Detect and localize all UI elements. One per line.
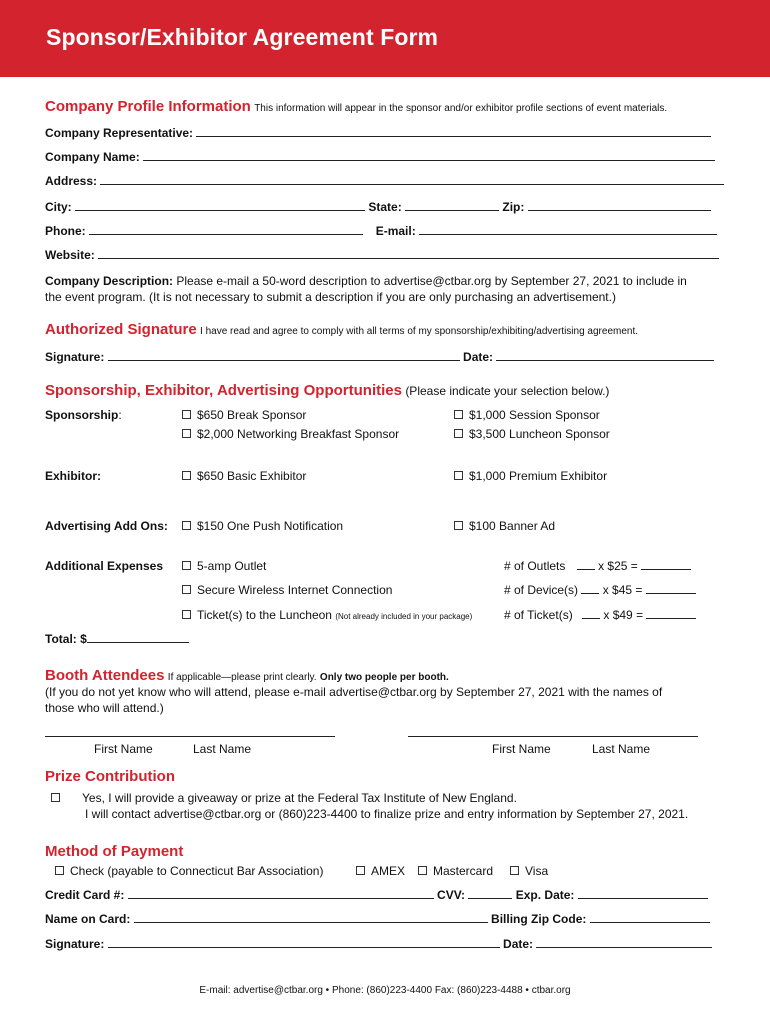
city-field[interactable] xyxy=(75,200,365,211)
billing-zip-label: Billing Zip Code: xyxy=(491,912,587,926)
booth-note-bold: Only two people per booth. xyxy=(319,672,449,683)
sponsorship-colon: : xyxy=(118,408,122,422)
payment-signature-row xyxy=(45,937,712,951)
checkbox[interactable] xyxy=(182,610,191,619)
total-field[interactable] xyxy=(87,632,189,643)
website-row xyxy=(45,248,719,262)
sponsorship-option[interactable] xyxy=(182,427,399,441)
payment-option-label: AMEX xyxy=(371,864,406,878)
signature-note: I have read and agree to comply with all terms of my sponsorship/exhibiting/advertising agreement. xyxy=(200,326,639,337)
additional-expenses-label: Additional Expenses xyxy=(45,559,164,573)
sponsorship-option-label: $650 Break Sponsor xyxy=(197,408,307,422)
checkbox[interactable] xyxy=(55,866,64,875)
checkbox[interactable] xyxy=(182,585,191,594)
additional-qty-row xyxy=(504,583,696,597)
sponsorship-option-label: $3,500 Luncheon Sponsor xyxy=(469,427,610,441)
checkbox[interactable] xyxy=(51,793,60,802)
name-on-card-row xyxy=(45,912,710,926)
checkbox[interactable] xyxy=(182,521,191,530)
payment-option-amex[interactable] xyxy=(356,864,405,878)
company-rep-row xyxy=(45,126,711,140)
payment-option-check[interactable] xyxy=(55,864,323,878)
payment-signature-field[interactable] xyxy=(108,937,500,948)
profile-note: This information will appear in the sponsor and/or exhibitor profile sections of event materials. xyxy=(254,103,668,114)
checkbox[interactable] xyxy=(454,471,463,480)
signature-row xyxy=(45,350,714,364)
credit-card-row xyxy=(45,888,708,902)
payment-option-label: Check (payable to Connecticut Bar Association) xyxy=(70,864,324,878)
website-field[interactable] xyxy=(98,248,719,259)
prize-line-1: Yes, I will provide a giveaway or prize at the Federal Tax Institute of New England. xyxy=(82,791,517,805)
exp-date-label: Exp. Date: xyxy=(515,888,575,902)
address-label: Address: xyxy=(45,174,98,188)
exhibitor-option-label: $650 Basic Exhibitor xyxy=(197,469,307,483)
sponsorship-option-label: $1,000 Session Sponsor xyxy=(469,408,600,422)
additional-option-label: Ticket(s) to the Luncheon xyxy=(197,608,332,622)
city-label: City: xyxy=(45,200,72,214)
checkbox[interactable] xyxy=(510,866,519,875)
profile-title: Company Profile Information xyxy=(45,98,251,115)
city-row xyxy=(45,200,711,214)
company-description-text: Please e-mail a 50-word description to advertise@ctbar.org by September 27, 2021 to include in xyxy=(176,274,687,288)
opportunities-title: Sponsorship, Exhibitor, Advertising Opportunities xyxy=(45,382,402,399)
attendee-2-last-name-label: Last Name xyxy=(592,742,651,756)
amount-field[interactable] xyxy=(641,559,691,570)
signature-section-heading xyxy=(45,321,638,338)
name-on-card-label: Name on Card: xyxy=(45,912,131,926)
booth-title: Booth Attendees xyxy=(45,667,165,684)
signature-label: Signature: xyxy=(45,350,105,364)
credit-card-label: Credit Card #: xyxy=(45,888,125,902)
company-rep-field[interactable] xyxy=(196,126,711,137)
payment-date-label: Date: xyxy=(503,937,534,951)
checkbox[interactable] xyxy=(454,521,463,530)
attendee-1-field[interactable] xyxy=(45,726,335,737)
checkbox[interactable] xyxy=(454,429,463,438)
address-field[interactable] xyxy=(100,174,724,185)
attendee-2-field[interactable] xyxy=(408,726,698,737)
checkbox[interactable] xyxy=(356,866,365,875)
advertising-label: Advertising Add Ons: xyxy=(45,519,168,533)
opportunities-note: (Please indicate your selection below.) xyxy=(405,384,610,398)
footer-contact: E-mail: advertise@ctbar.org • Phone: (860)223-4400 Fax: (860)223-4488 • ctbar.org xyxy=(199,985,571,996)
checkbox[interactable] xyxy=(418,866,427,875)
company-description-row xyxy=(45,274,687,288)
cvv-field[interactable] xyxy=(468,888,512,899)
address-row xyxy=(45,174,724,188)
checkbox[interactable] xyxy=(182,410,191,419)
payment-section-heading xyxy=(45,843,183,860)
qty-field[interactable] xyxy=(581,583,599,594)
additional-option-label: Secure Wireless Internet Connection xyxy=(197,583,393,597)
booth-instructions: (If you do not yet know who will attend, please e-mail advertise@ctbar.org by September 27, 2021 with the names of xyxy=(45,685,663,699)
company-name-row xyxy=(45,150,715,164)
cvv-label: CVV: xyxy=(437,888,466,902)
sponsorship-option[interactable] xyxy=(182,408,306,422)
advertising-option[interactable] xyxy=(182,519,343,533)
checkbox[interactable] xyxy=(182,561,191,570)
exhibitor-label: Exhibitor: xyxy=(45,469,101,483)
company-name-field[interactable] xyxy=(143,150,715,161)
qty-field[interactable] xyxy=(577,559,595,570)
company-rep-label: Company Representative: xyxy=(45,126,194,140)
checkbox[interactable] xyxy=(454,410,463,419)
phone-field[interactable] xyxy=(89,224,363,235)
phone-row xyxy=(45,224,717,238)
total-label: Total: $ xyxy=(45,632,87,646)
advertising-option-label: $100 Banner Ad xyxy=(469,519,556,533)
attendee-2-first-name-label: First Name xyxy=(492,742,551,756)
zip-label: Zip: xyxy=(502,200,525,214)
company-name-label: Company Name: xyxy=(45,150,140,164)
prize-checkbox[interactable] xyxy=(51,791,66,805)
prize-section-heading xyxy=(45,768,175,785)
amount-field[interactable] xyxy=(646,608,696,619)
payment-signature-label: Signature: xyxy=(45,937,105,951)
additional-option-note: (Not already included in your package) xyxy=(335,612,473,621)
profile-section-heading xyxy=(45,98,667,115)
advertising-option[interactable] xyxy=(454,519,555,533)
additional-qty-row xyxy=(504,559,691,573)
phone-label: Phone: xyxy=(45,224,86,238)
amount-field[interactable] xyxy=(646,583,696,594)
sponsorship-option[interactable] xyxy=(454,408,600,422)
payment-option-visa[interactable] xyxy=(510,864,548,878)
state-label: State: xyxy=(368,200,402,214)
booth-note: If applicable—please print clearly. xyxy=(167,672,317,683)
payment-option-label: Visa xyxy=(525,864,549,878)
qty-label: # of Ticket(s) xyxy=(504,608,573,622)
additional-option-label: 5-amp Outlet xyxy=(197,559,267,573)
exp-date-field[interactable] xyxy=(578,888,708,899)
booth-section-heading xyxy=(45,667,449,684)
state-field[interactable] xyxy=(405,200,499,211)
opportunities-section-heading xyxy=(45,382,609,399)
signature-title: Authorized Signature xyxy=(45,321,197,338)
advertising-option-label: $150 One Push Notification xyxy=(197,519,344,533)
payment-option-label: Mastercard xyxy=(433,864,494,878)
email-label: E-mail: xyxy=(375,224,416,238)
company-description-label: Company Description: xyxy=(45,274,174,288)
booth-instructions-2: those who will attend.) xyxy=(45,701,164,715)
payment-title: Method of Payment xyxy=(45,843,184,860)
additional-qty-row xyxy=(504,608,696,622)
billing-zip-field[interactable] xyxy=(590,912,710,923)
total-row xyxy=(45,632,189,646)
qty-label: # of Device(s) xyxy=(504,583,579,597)
company-description-row-2 xyxy=(45,290,616,304)
sponsorship-heading xyxy=(45,408,122,422)
price-label: x $49 = xyxy=(603,608,644,622)
exhibitor-option-label: $1,000 Premium Exhibitor xyxy=(469,469,608,483)
zip-field[interactable] xyxy=(528,200,711,211)
payment-date-field[interactable] xyxy=(536,937,712,948)
checkbox[interactable] xyxy=(182,471,191,480)
exhibitor-option[interactable] xyxy=(182,469,306,483)
prize-line-2: I will contact advertise@ctbar.org or (860)223-4400 to finalize prize and entry information by September 27, 2021. xyxy=(85,807,689,821)
prize-title: Prize Contribution xyxy=(45,768,175,785)
sponsorship-option-label: $2,000 Networking Breakfast Sponsor xyxy=(197,427,400,441)
signature-field[interactable] xyxy=(108,350,460,361)
attendee-1-first-name-label: First Name xyxy=(94,742,153,756)
qty-label: # of Outlets xyxy=(504,559,566,573)
additional-option[interactable] xyxy=(182,608,472,622)
signature-date-label: Date: xyxy=(463,350,494,364)
additional-option[interactable] xyxy=(182,583,392,597)
price-label: x $45 = xyxy=(602,583,643,597)
additional-option[interactable] xyxy=(182,559,266,573)
header-banner xyxy=(0,0,770,77)
email-field[interactable] xyxy=(419,224,717,235)
company-description-text-2: the event program. (It is not necessary to submit a description if you are only purchasing an advertisement.) xyxy=(45,290,616,304)
checkbox[interactable] xyxy=(182,429,191,438)
attendee-1-last-name-label: Last Name xyxy=(193,742,252,756)
exhibitor-option[interactable] xyxy=(454,469,607,483)
sponsorship-label: Sponsorship xyxy=(45,408,119,422)
payment-option-mastercard[interactable] xyxy=(418,864,493,878)
name-on-card-field[interactable] xyxy=(134,912,488,923)
signature-date-field[interactable] xyxy=(496,350,714,361)
sponsorship-option[interactable] xyxy=(454,427,610,441)
qty-field[interactable] xyxy=(582,608,600,619)
website-label: Website: xyxy=(45,248,95,262)
credit-card-field[interactable] xyxy=(128,888,434,899)
page-title: Sponsor/Exhibitor Agreement Form xyxy=(46,24,439,50)
price-label: x $25 = xyxy=(598,559,638,573)
